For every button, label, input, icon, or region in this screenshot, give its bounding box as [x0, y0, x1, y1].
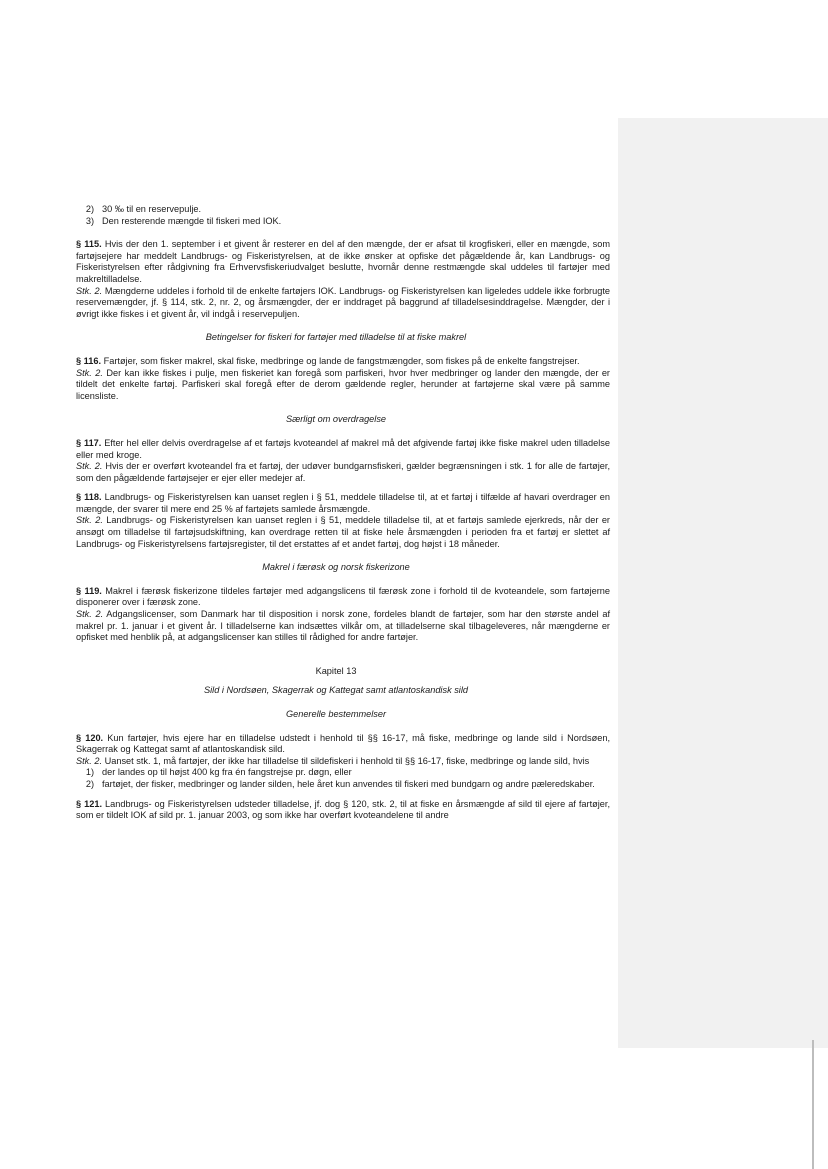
- paragraph-117-stk2: Stk. 2. Hvis der er overført kvoteandel fra et fartøj, der udøver bundgarnsfiskeri, gælder begrænsningen i stk. 1 for alle de fartøjer, som den pågældende fartøjsejer er ejer eller medejer af.: [76, 461, 610, 483]
- section-number: § 120.: [76, 732, 104, 743]
- stk-label: Stk. 2.: [76, 609, 104, 620]
- paragraph-121: § 121. Landbrugs- og Fiskeristyrelsen udsteder tilladelse, jf. dog § 120, stk. 2, til at fiske en årsmængde af sild til ejere af fartøjer, som er tildelt IOK af sild pr. 1. januar 2003, og som ikke har overført kvoteandelene til andre: [76, 798, 611, 821]
- section-number: § 121.: [76, 798, 103, 809]
- paragraph-116: § 116. Fartøjer, som fisker makrel, skal fiske, medbringe og lande de fangstmængder, som fiskes på de enkelte fangstrejser.: [76, 355, 580, 366]
- section-number: § 115.: [76, 239, 102, 250]
- section-heading: Makrel i færøsk og norsk fiskerizone: [262, 562, 410, 573]
- paragraph-116-stk2: Stk. 2. Der kan ikke fiskes i pulje, men fiskeriet kan foregå som parfiskeri, hvor hver medbringer og lander den mængde, der er tildelt det enkelte fartøj. Parfiskeri skal foregå efter de derom gældende regler, herunder at fartøjerne skal være på samme licensliste.: [76, 367, 610, 401]
- scan-shadow: [618, 118, 828, 1048]
- section-heading: Særligt om overdragelse: [285, 414, 387, 425]
- list-item: 3) Den resterende mængde til fiskeri med IOK.: [85, 215, 282, 226]
- paragraph-120-stk2: Stk. 2. Uanset stk. 1, må fartøjer, der ikke har tilladelse til sildefiskeri i henhold til §§ 16-17, fiske, medbringe og lande sild, hvis: [76, 755, 590, 766]
- paragraph-115-stk2: Stk. 2. Mængderne uddeles i forhold til de enkelte fartøjers IOK. Landbrugs- og Fiskeristyrelsen kan ligeledes uddele ikke forbrugte reservemængder, jf. § 114, stk. 2, nr. 2, og årsmængder, der er inddraget på baggrund af tilladelsesinddragelse. Mængder, der i øvrigt ikke fiskes i et givent år, vil indgå i reservepuljen.: [76, 285, 610, 319]
- scan-edge: [812, 1040, 814, 1169]
- paragraph-118: § 118. Landbrugs- og Fiskeristyrelsen kan uanset reglen i § 51, meddele tilladelse til, at et fartøj i tilfælde af havari overdrager en mængde, der svarer til mere end 25 % af fartøjets samlede årsmængde.: [76, 492, 610, 514]
- paragraph-119: § 119. Makrel i færøsk fiskerizone tildeles fartøjer med adgangslicens til færøsk zone i forhold til de kvoteandele, som fartøjerne disponerer over i færøsk zone.: [76, 585, 610, 608]
- section-number: § 118.: [76, 492, 102, 503]
- section-number: § 116.: [76, 355, 102, 366]
- list-item: 2) fartøjet, der fisker, medbringer og lander silden, hele året kun anvendes til fiskeri med bundgarn og andre pæleredskaber.: [85, 778, 595, 789]
- stk-label: Stk. 2.: [76, 367, 103, 378]
- section-heading: Betingelser for fiskeri for fartøjer med tilladelse til at fiske makrel: [205, 332, 467, 343]
- paragraph-120: § 120. Kun fartøjer, hvis ejere har en tilladelse udstedt i henhold til §§ 16-17, må fiske, medbringe og lande sild i Nordsøen, Skagerrak og Kattegat samt af atlantoskandisk sild.: [76, 732, 611, 755]
- list-item: 2) 30 ‰ til en reservepulje.: [85, 204, 202, 214]
- chapter-title: Sild i Nordsøen, Skagerrak og Kattegat samt atlantoskandisk sild: [203, 685, 468, 696]
- chapter-number: Kapitel 13: [315, 665, 357, 676]
- document-page: [62, 204, 610, 822]
- section-heading: Generelle bestemmelser: [285, 709, 387, 719]
- stk-label: Stk. 2.: [76, 515, 103, 526]
- list-item: 1) der landes op til højst 400 kg fra én fangstrejse pr. døgn, eller: [85, 767, 352, 778]
- stk-label: Stk. 2.: [76, 461, 103, 472]
- paragraph-118-stk2: Stk. 2. Landbrugs- og Fiskeristyrelsen kan uanset reglen i § 51, meddele tilladelse til, at et fartøjs samlede ejerkreds, når der er ansøgt om tilladelse til fartøjsudskiftning, kan overdrage retten til at fiske hele årsmængden i perioden fra et fartøj er slettet af Landbrugs- og Fiskeristyrelsens fartøjsregister, til det erstattes af et andet fartøj, dog højst i 18 måneder.: [76, 515, 610, 549]
- section-number: § 117.: [76, 437, 102, 448]
- section-number: § 119.: [76, 585, 102, 596]
- stk-label: Stk. 2.: [76, 755, 103, 766]
- paragraph-115: § 115. Hvis der den 1. september i et givent år resterer en del af den mængde, der er afsat til krogfiskeri, eller en mængde, som fartøjsejere har meddelt Landbrugs- og Fiskeristyrelsen, at de ikke ønsker at opfiske det pågældende år, kan Landbrugs- og Fiskeristyrelsen efter rådgivning fra Erhvervsfiskeriudvalget beslutte, hvornår denne restmængde skal uddeles til fartøjer med makreltilladelse.: [76, 239, 610, 284]
- paragraph-119-stk2: Stk. 2. Adgangslicenser, som Danmark har til disposition i norsk zone, fordeles blandt de fartøjer, som har den største andel af makrel pr. 1. januar i et givent år. I tilladelserne kan indsættes vilkår om, at tilladelserne skal tilbageleveres, når mængderne er opfisket med henblik på, at adgangslicenser kan stilles til rådighed for andre fartøjer.: [76, 609, 610, 643]
- paragraph-117: § 117. Efter hel eller delvis overdragelse af et fartøjs kvoteandel af makrel må det afgivende fartøj ikke fiske makrel uden tilladelse eller med kroge.: [76, 437, 610, 460]
- stk-label: Stk. 2.: [76, 285, 103, 296]
